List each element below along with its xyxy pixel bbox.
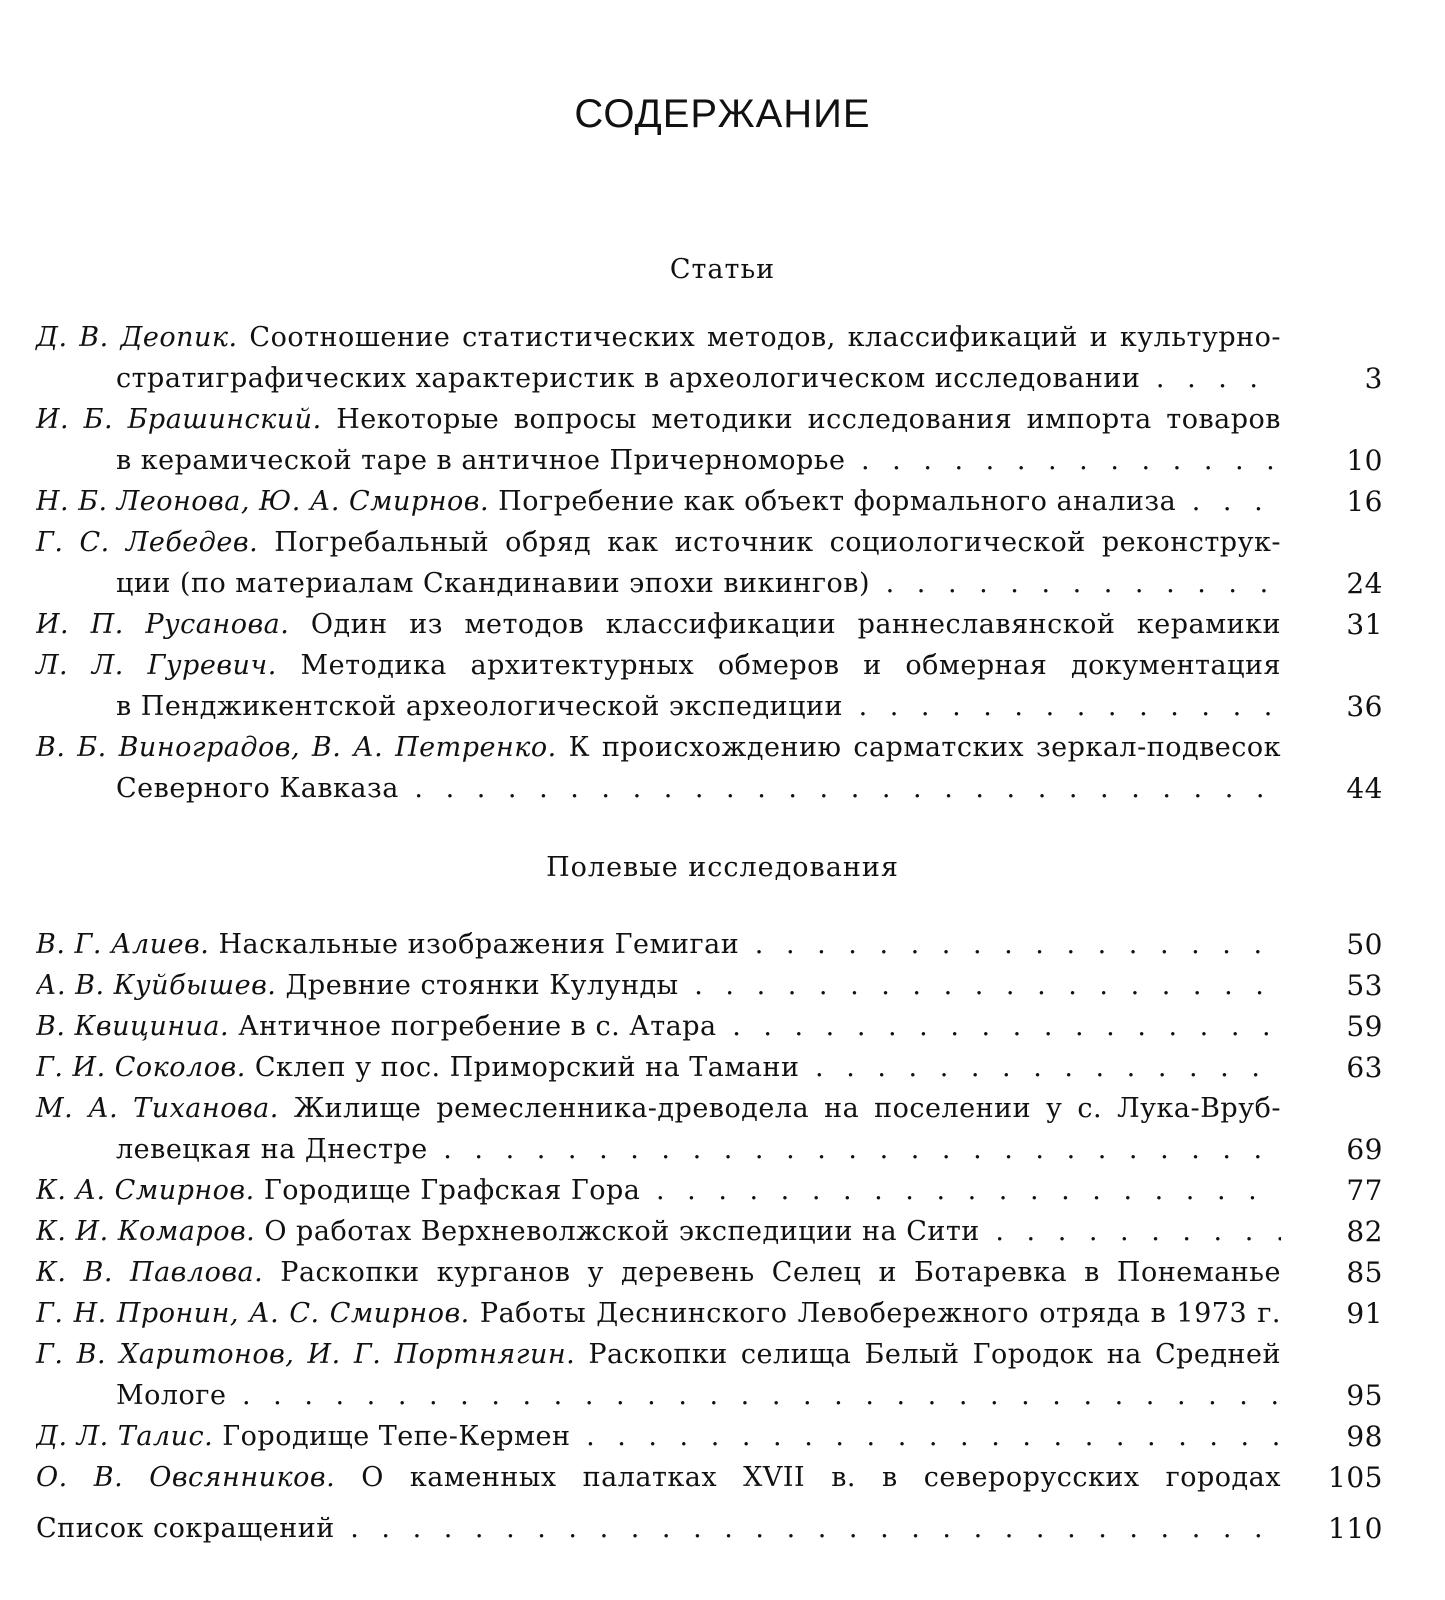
entry-text (36, 1252, 1281, 1293)
entry-text (36, 727, 1281, 768)
entry-text (36, 522, 1281, 563)
toc-entry (0, 604, 1445, 645)
entry-line (0, 1006, 1445, 1047)
entry-title: в керамической таре в античное Причерноморье (116, 445, 846, 476)
section-title-articles: Статьи (669, 254, 776, 285)
entry-title: Один из методов классификации раннеславянской керамики (310, 609, 1281, 640)
page-number: 91 (1346, 1297, 1383, 1330)
page-number: 53 (1346, 969, 1383, 1002)
entry-line (0, 1170, 1445, 1211)
toc-entry (0, 1170, 1445, 1211)
toc-entry (0, 924, 1445, 965)
page-number: 24 (1346, 567, 1383, 600)
page-number: 98 (1346, 1420, 1383, 1453)
entry-author: Г. С. Лебедев. (36, 527, 259, 558)
entry-title: Мологе (116, 1380, 227, 1411)
entry-text (36, 399, 1281, 440)
entry-line (0, 924, 1445, 965)
entry-line (0, 317, 1445, 358)
entry-text (116, 358, 1281, 399)
entry-author: К. И. Комаров. (36, 1216, 256, 1247)
page-number: 63 (1346, 1051, 1383, 1084)
entry-author: Н. Б. Леонова, Ю. А. Смирнов. (36, 486, 490, 517)
entry-line (0, 1375, 1445, 1416)
entry-author: К. В. Павлова. (36, 1257, 264, 1288)
toc-entry (0, 645, 1445, 727)
entry-author: М. А. Тиханова. (36, 1093, 279, 1124)
page-number: 10 (1346, 444, 1383, 477)
page-number: 36 (1346, 690, 1383, 723)
toc-entry (0, 727, 1445, 809)
section-title-field-research: Полевые исследования (546, 852, 899, 883)
entry-title: Античное погребение в с. Атара (238, 1011, 717, 1042)
page-number: 16 (1346, 485, 1383, 518)
entry-text (36, 965, 1281, 1006)
entry-text (36, 1334, 1281, 1375)
page-number: 44 (1346, 772, 1383, 805)
entry-line (0, 686, 1445, 727)
entry-title: ции (по материалам Скандинавии эпохи викингов) (116, 568, 871, 599)
entry-line (0, 440, 1445, 481)
entry-title: Раскопки курганов у деревень Селец и Ботаревка в Понеманье (280, 1257, 1281, 1288)
entry-text (36, 1293, 1281, 1334)
entry-text (36, 1006, 1281, 1047)
entry-author: Г. Н. Пронин, А. С. Смирнов. (36, 1298, 470, 1329)
entry-title: Погребение как объект формального анализа (498, 486, 1177, 517)
toc-entry (0, 1047, 1445, 1088)
page-number: 95 (1346, 1379, 1383, 1412)
entry-line (0, 358, 1445, 399)
page-number: 50 (1346, 928, 1383, 961)
entry-line (0, 1293, 1445, 1334)
entry-text (36, 924, 1281, 965)
entry-title: Наскальные изображения Гемигаи (218, 929, 740, 960)
entry-title: стратиграфических характеристик в археологическом исследовании (116, 363, 1141, 394)
entry-text (36, 1047, 1281, 1088)
entry-line (0, 727, 1445, 768)
toc-entry (0, 481, 1445, 522)
page-number: 82 (1346, 1215, 1383, 1248)
page-number: 77 (1346, 1174, 1383, 1207)
toc-entry (0, 1457, 1445, 1498)
entry-title: Жилище ремесленника-древодела на поселении у с. Лука-Вруб- (293, 1093, 1281, 1124)
entry-author: И. Б. Брашинский. (36, 404, 322, 435)
entry-title: Некоторые вопросы методики исследования импорта товаров (336, 404, 1281, 435)
entry-line (0, 1211, 1445, 1252)
page-number: 3 (1364, 362, 1383, 395)
entry-text (36, 1416, 1281, 1457)
entry-author: В. Квициниа. (36, 1011, 230, 1042)
entry-title: К происхождению сарматских зеркал-подвесок (568, 732, 1281, 763)
entry-title: Древние стоянки Кулунды (285, 970, 679, 1001)
entry-title: в Пенджикентской археологической экспедиции (116, 691, 843, 722)
entry-title: Список сокращений . . (36, 1508, 1281, 1549)
toc-entry (0, 522, 1445, 604)
entry-title: левецкая на Днестре (116, 1134, 428, 1165)
toc-entry (0, 1416, 1445, 1457)
entry-title: Соотношение статистических методов, классификаций и культурно- (249, 322, 1281, 353)
toc-entry (0, 1293, 1445, 1334)
entry-line (0, 563, 1445, 604)
entry-line (0, 522, 1445, 563)
entry-text (116, 440, 1281, 481)
toc-entry (0, 317, 1445, 399)
entry-line (0, 1416, 1445, 1457)
entry-text (36, 317, 1281, 358)
entry-author: Д. В. Деопик. (36, 322, 238, 353)
entry-text (36, 645, 1281, 686)
entry-line (0, 768, 1445, 809)
entry-text (36, 1088, 1281, 1129)
entry-line (0, 1047, 1445, 1088)
entry-title: Работы Деснинского Левобережного отряда в 1973 г. (479, 1298, 1281, 1329)
toc-entry (0, 1334, 1445, 1416)
page-number: 59 (1346, 1010, 1383, 1043)
page-number: 85 (1346, 1256, 1383, 1289)
entry-text (116, 563, 1281, 604)
page-title: СОДЕРЖАНИЕ (574, 92, 871, 136)
toc-entry (0, 965, 1445, 1006)
entry-line (0, 965, 1445, 1006)
entry-author: К. А. Смирнов. (36, 1175, 255, 1206)
entry-author: О. В. Овсянников. (36, 1462, 336, 1493)
entry-author: Д. Л. Талис. (36, 1421, 214, 1452)
entry-title: Погребальный обряд как источник социологической реконструк- (274, 527, 1281, 558)
entry-title: Методика архитектурных обмеров и обмерная документация (300, 650, 1281, 681)
entry-author: В. Б. Виноградов, В. А. Петренко. (36, 732, 557, 763)
entry-line (0, 481, 1445, 522)
entry-line (0, 1129, 1445, 1170)
entry-text (36, 604, 1281, 645)
entry-title: Раскопки селища Белый Городок на Средней (588, 1339, 1282, 1370)
toc-entry (0, 1006, 1445, 1047)
entry-text (36, 1457, 1281, 1498)
entry-text (116, 768, 1281, 809)
entry-author: Г. В. Харитонов, И. Г. Портнягин. (36, 1339, 576, 1370)
entry-line (0, 1252, 1445, 1293)
toc-entry (0, 1211, 1445, 1252)
entry-line (0, 645, 1445, 686)
page-number: 69 (1346, 1133, 1383, 1166)
entry-title: Городище Тепе-Кермен (222, 1421, 571, 1452)
toc-section-articles (0, 317, 1445, 809)
entry-line (0, 399, 1445, 440)
toc-entry (0, 1088, 1445, 1170)
toc-entry (0, 1252, 1445, 1293)
entry-author: В. Г. Алиев. (36, 929, 210, 960)
entry-line (0, 1457, 1445, 1498)
entry-title: Городище Графская Гора (263, 1175, 641, 1206)
entry-title: О работах Верхневолжской экспедиции на Сити (264, 1216, 980, 1247)
entry-title: Северного Кавказа (116, 773, 399, 804)
entry-text (116, 686, 1281, 727)
entry-title: О каменных палатках XVII в. в северорусских городах (361, 1462, 1281, 1493)
entry-text (36, 1170, 1281, 1211)
entry-line (0, 604, 1445, 645)
entry-author: А. В. Куйбышев. (36, 970, 277, 1001)
toc-section-field-research (0, 924, 1445, 1498)
entry-author: Г. И. Соколов. (36, 1052, 246, 1083)
entry-text (36, 1211, 1281, 1252)
page-number: 110 (1328, 1512, 1383, 1545)
page-number: 31 (1346, 608, 1383, 641)
entry-title: Склеп у пос. Приморский на Тамани (254, 1052, 800, 1083)
toc-entry (0, 399, 1445, 481)
entry-text (36, 481, 1281, 522)
entry-text (116, 1375, 1281, 1416)
entry-line (0, 1088, 1445, 1129)
entry-author: И. П. Русанова. (36, 609, 290, 640)
page-number: 105 (1328, 1461, 1383, 1494)
toc-entry-abbreviations (0, 1508, 1445, 1549)
entry-line (0, 1334, 1445, 1375)
entry-text (116, 1129, 1281, 1170)
entry-author: Л. Л. Гуревич. (36, 650, 277, 681)
